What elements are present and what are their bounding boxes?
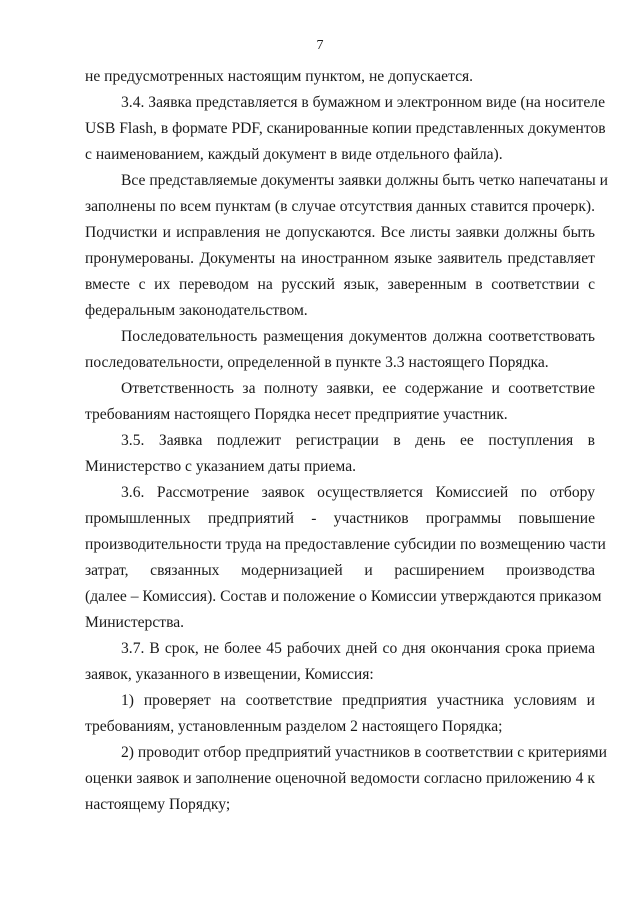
text-line: требованиям, установленным разделом 2 настоящего Порядка; bbox=[85, 718, 503, 735]
text-line: 3.7. В срок, не более 45 рабочих дней со дня окончания срока приема bbox=[121, 640, 595, 657]
text-line: вместе с их переводом на русский язык, заверенным в соответствии с bbox=[85, 276, 595, 293]
text-line: затрат, связанных модернизацией и расширением производства bbox=[85, 562, 595, 579]
text-line: Министерство с указанием даты приема. bbox=[85, 458, 357, 475]
text-line: Последовательность размещения документов должна соответствовать bbox=[121, 328, 595, 345]
text-line: Все представляемые документы заявки должны быть четко напечатаны и bbox=[121, 172, 608, 189]
text-line: 3.6. Рассмотрение заявок осуществляется Комиссией по отбору bbox=[121, 484, 595, 501]
text-line: Министерства. bbox=[85, 614, 185, 631]
text-line: не предусмотренных настоящим пунктом, не допускается. bbox=[85, 68, 474, 85]
text-line: заполнены по всем пунктам (в случае отсутствия данных ставится прочерк). bbox=[85, 198, 595, 215]
text-line: оценки заявок и заполнение оценочной ведомости согласно приложению 4 к bbox=[85, 770, 595, 787]
text-line: последовательности, определенной в пункте 3.3 настоящего Порядка. bbox=[85, 354, 549, 371]
text-line: (далее – Комиссия). Состав и положение о Комиссии утверждаются приказом bbox=[85, 588, 602, 605]
text-line: USB Flash, в формате PDF, сканированные копии представленных документов bbox=[85, 120, 606, 137]
text-line: заявок, указанного в извещении, Комиссия: bbox=[85, 666, 374, 683]
text-line: 3.4. Заявка представляется в бумажном и электронном виде (на носителе bbox=[121, 94, 605, 111]
text-line: 3.5. Заявка подлежит регистрации в день ее поступления в bbox=[121, 432, 595, 449]
text-line: 1) проверяет на соответствие предприятия участника условиям и bbox=[121, 692, 595, 709]
text-line: требованиям настоящего Порядка несет предприятие участник. bbox=[85, 406, 508, 423]
text-line: 2) проводит отбор предприятий участников в соответствии с критериями bbox=[121, 744, 608, 761]
text-line: Подчистки и исправления не допускаются. Все листы заявки должны быть bbox=[85, 224, 595, 241]
text-line: федеральным законодательством. bbox=[85, 302, 308, 319]
text-line: пронумерованы. Документы на иностранном языке заявитель представляет bbox=[85, 250, 595, 267]
text-line: настоящему Порядку; bbox=[85, 796, 231, 813]
text-line: с наименованием, каждый документ в виде отдельного файла). bbox=[85, 146, 503, 163]
text-line: промышленных предприятий - участников программы повышение bbox=[85, 510, 595, 527]
text-line: Ответственность за полноту заявки, ее содержание и соответствие bbox=[121, 380, 595, 397]
text-line: производительности труда на предоставление субсидии по возмещению части bbox=[85, 536, 606, 553]
document-body bbox=[85, 64, 608, 818]
page-number: 7 bbox=[316, 38, 324, 53]
